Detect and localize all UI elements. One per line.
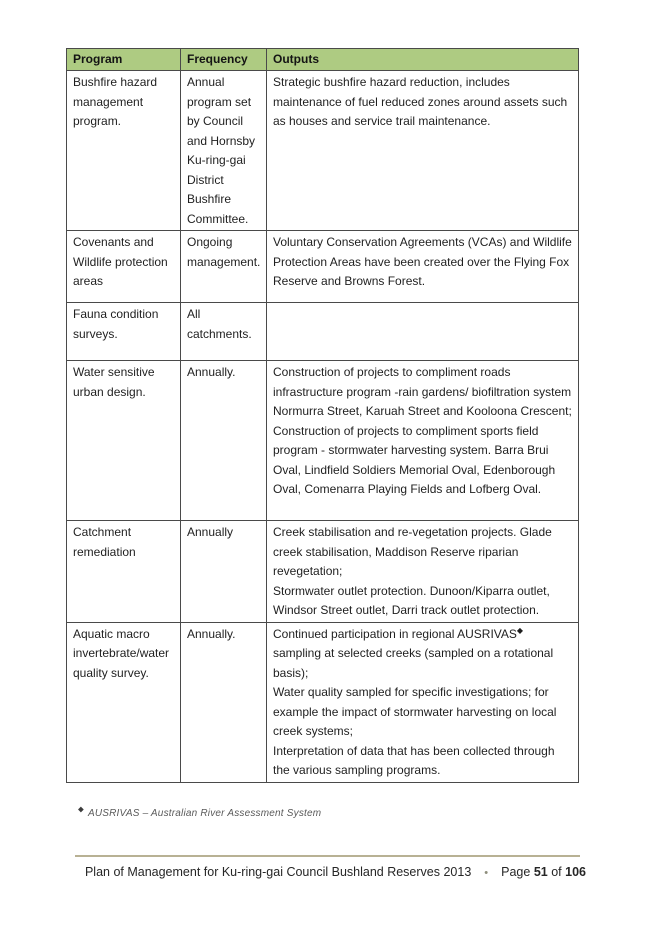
cell-outputs	[267, 622, 579, 782]
table-row	[67, 622, 579, 782]
footer-page-word: Page	[501, 865, 531, 879]
footer-rule	[75, 855, 580, 857]
table-row	[67, 521, 579, 623]
cell-outputs	[267, 521, 579, 623]
output-paragraph: Interpretation of data that has been collected through the various sampling programs.	[273, 743, 555, 777]
footnote	[78, 804, 322, 819]
footer-page-info	[501, 865, 586, 879]
output-paragraph: Construction of projects to compliment roads infrastructure program -rain gardens/ biofiltration system Normurra Street, Karuah Street and Kooloona Crescent;	[273, 365, 572, 418]
footer-bullet-icon: •	[484, 867, 489, 879]
output-paragraph: Construction of projects to compliment sports field program - stormwater harvesting system. Barra Brui Oval, Lindfield Soldiers Memorial Oval, Edenborough Oval, Comenarra Playing Fields and Lofberg Oval.	[273, 423, 556, 496]
cell-program: Water sensitive urban design.	[67, 361, 181, 521]
footnote-reference-icon: ◆	[516, 625, 524, 635]
page-footer	[75, 865, 586, 879]
cell-frequency: Annually.	[181, 361, 267, 521]
cell-program: Bushfire hazard management program.	[67, 71, 181, 231]
footnote-marker-icon: ◆	[78, 804, 84, 814]
column-header-program: Program	[67, 49, 181, 71]
output-paragraph	[273, 625, 574, 684]
column-header-frequency: Frequency	[181, 49, 267, 71]
cell-frequency: Annual program set by Council and Hornsby Ku-ring-gai District Bushfire Committee.	[181, 71, 267, 231]
cell-outputs	[267, 303, 579, 361]
output-paragraph: Stormwater outlet protection. Dunoon/Kiparra outlet, Windsor Street outlet, Darri track outlet protection.	[273, 583, 550, 617]
output-paragraph: Voluntary Conservation Agreements (VCAs) and Wildlife Protection Areas have been created over the Flying Fox Reserve and Browns Forest.	[273, 235, 572, 288]
cell-frequency: Annually	[181, 521, 267, 623]
program-outputs-table	[66, 48, 579, 783]
output-paragraph: Strategic bushfire hazard reduction, includes maintenance of fuel reduced zones around assets such as houses and service trail maintenance.	[273, 75, 568, 128]
table-row	[67, 361, 579, 521]
cell-outputs	[267, 231, 579, 303]
cell-program: Fauna condition surveys.	[67, 303, 181, 361]
footer-of-word: of	[551, 865, 562, 879]
cell-outputs	[267, 361, 579, 521]
cell-program: Catchment remediation	[67, 521, 181, 623]
column-header-outputs: Outputs	[267, 49, 579, 71]
table-row	[67, 303, 579, 361]
table-header-row	[67, 49, 579, 71]
cell-frequency: Ongoing management.	[181, 231, 267, 303]
cell-outputs	[267, 71, 579, 231]
table-row	[67, 231, 579, 303]
cell-frequency: Annually.	[181, 622, 267, 782]
footer-doc-title: Plan of Management for Ku-ring-gai Council Bushland Reserves 2013	[84, 865, 472, 879]
output-paragraph: Creek stabilisation and re-vegetation projects. Glade creek stabilisation, Maddison Reserve riparian revegetation;	[273, 525, 552, 578]
footer-page-number: 51	[533, 865, 548, 879]
cell-program: Aquatic macro invertebrate/water quality survey.	[67, 622, 181, 782]
cell-program: Covenants and Wildlife protection areas	[67, 231, 181, 303]
footnote-text: AUSRIVAS – Australian River Assessment System	[87, 808, 322, 819]
output-text: Continued participation in regional AUSRIVAS	[273, 626, 517, 641]
cell-frequency: All catchments.	[181, 303, 267, 361]
footer-total-pages: 106	[565, 865, 586, 879]
table-row	[67, 71, 579, 231]
output-paragraph: Water quality sampled for specific investigations; for example the impact of stormwater harvesting on local creek systems;	[273, 685, 557, 738]
output-text: sampling at selected creeks (sampled on a rotational basis);	[273, 646, 554, 680]
